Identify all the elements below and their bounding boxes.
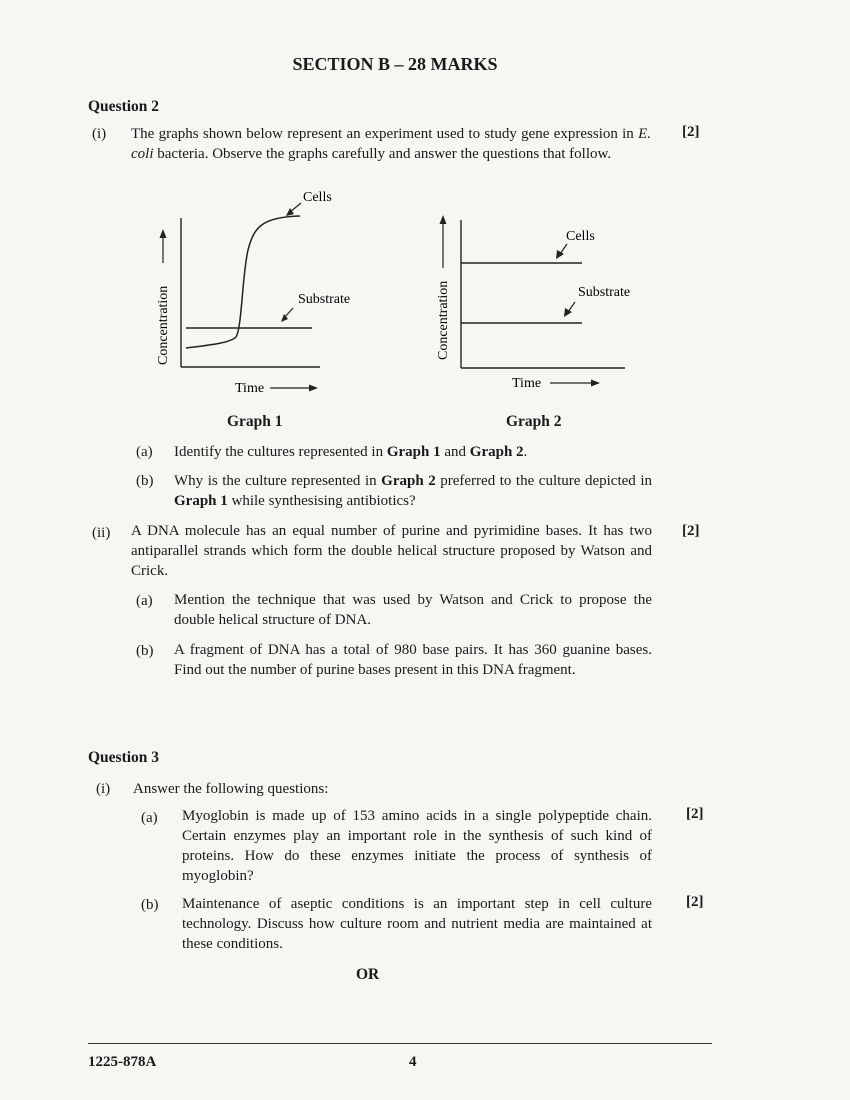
q2-i-a-graph1: Graph 1 [386, 444, 441, 460]
q2-ii-number: (ii) [92, 525, 111, 541]
graph1-caption: Graph 1 [227, 413, 283, 430]
question-2-heading: Question 2 [88, 98, 160, 115]
q2-i-text-italic: E. coli [131, 126, 651, 162]
graph1-cells-label: Cells [303, 190, 332, 205]
q3-i-b-text: Maintenance of aseptic conditions is an important step in cell culture technology. Discuss how culture room and nutrient media are maintained at these conditions. [182, 896, 652, 952]
q2-ii-b-number: (b) [136, 643, 154, 659]
q2-i-a-graph2: Graph 2 [469, 444, 524, 460]
graph2-x-label: Time [512, 376, 542, 391]
q2-ii-marks: [2] [682, 523, 700, 539]
q3-i-number: (i) [96, 781, 111, 797]
q2-i-a-text [174, 442, 654, 462]
q2-ii-b-text: A fragment of DNA has a total of 980 base pairs. It has 360 guanine bases. Find out the number of purine bases present in this DNA fragment. [174, 642, 652, 678]
graph2-y-label: Concentration [436, 280, 451, 360]
q2-ii-a-number: (a) [136, 593, 153, 609]
graph1-y-label: Concentration [156, 285, 171, 365]
q2-i-b-number: (b) [136, 473, 154, 489]
graph-2 [430, 210, 650, 400]
q2-i-number: (i) [92, 126, 107, 142]
question-3-heading: Question 3 [88, 749, 160, 766]
q2-i-b-graph2: Graph 2 [381, 473, 436, 489]
graph2-y-arrow-head [440, 215, 447, 224]
q3-i-a-marks: [2] [686, 806, 704, 822]
or-divider-text: OR [356, 966, 380, 983]
q2-ii-a-text: Mention the technique that was used by Watson and Crick to propose the double helical structure of DNA. [174, 592, 652, 628]
q2-i-a-mid: and [440, 444, 470, 460]
graph2-substrate-pointer-head [564, 308, 572, 317]
q2-i-text-post: bacteria. Observe the graphs carefully and answer the questions that follow. [153, 146, 612, 162]
q2-i-b-graph1: Graph 1 [174, 493, 228, 509]
q2-i-a-number: (a) [136, 444, 153, 460]
section-title: SECTION B – 28 MARKS [292, 54, 498, 74]
graph1-x-arrow-head [309, 385, 318, 392]
graph2-caption: Graph 2 [506, 413, 562, 430]
q3-i-b-marks: [2] [686, 894, 704, 910]
graph2-cells-label: Cells [566, 229, 595, 244]
footer-rule [88, 1043, 712, 1044]
q2-i-b-text [174, 471, 652, 511]
q3-i-a-text: Myoglobin is made up of 153 amino acids in a single polypeptide chain. Certain enzymes play an important role in the synthesis of such kind of proteins. How do these enzymes initiate the process of synthesis of myoglobin? [182, 808, 652, 884]
page-number: 4 [409, 1054, 417, 1070]
graph2-x-arrow-head [591, 380, 600, 387]
q2-i-text [131, 124, 651, 164]
q2-i-marks: [2] [682, 124, 700, 140]
q2-i-b-mid: preferred to the culture depicted in [435, 473, 652, 489]
q2-i-text-pre: The graphs shown below represent an experiment used to study gene expression in [131, 126, 639, 142]
q3-i-b-number: (b) [141, 897, 159, 913]
q3-i-a-number: (a) [141, 810, 158, 826]
q2-i-b-pre: Why is the culture represented in [174, 473, 382, 489]
graph2-substrate-label: Substrate [578, 285, 631, 300]
graph1-substrate-label: Substrate [298, 292, 351, 307]
paper-code: 1225-878A [88, 1054, 157, 1070]
q2-ii-text: A DNA molecule has an equal number of purine and pyrimidine bases. It has two antiparallel strands which form the double helical structure proposed by Watson and Crick. [131, 523, 652, 579]
graph1-x-label: Time [235, 381, 265, 396]
q2-i-a-post: . [523, 444, 528, 460]
graph-1 [150, 185, 380, 410]
q2-i-b-post: while synthesising antibiotics? [227, 493, 416, 509]
q2-i-a-pre: Identify the cultures represented in [174, 444, 387, 460]
graph2-cells-pointer-head [556, 250, 564, 259]
q3-i-text: Answer the following questions: [133, 781, 329, 797]
graph1-y-arrow-head [160, 229, 167, 238]
